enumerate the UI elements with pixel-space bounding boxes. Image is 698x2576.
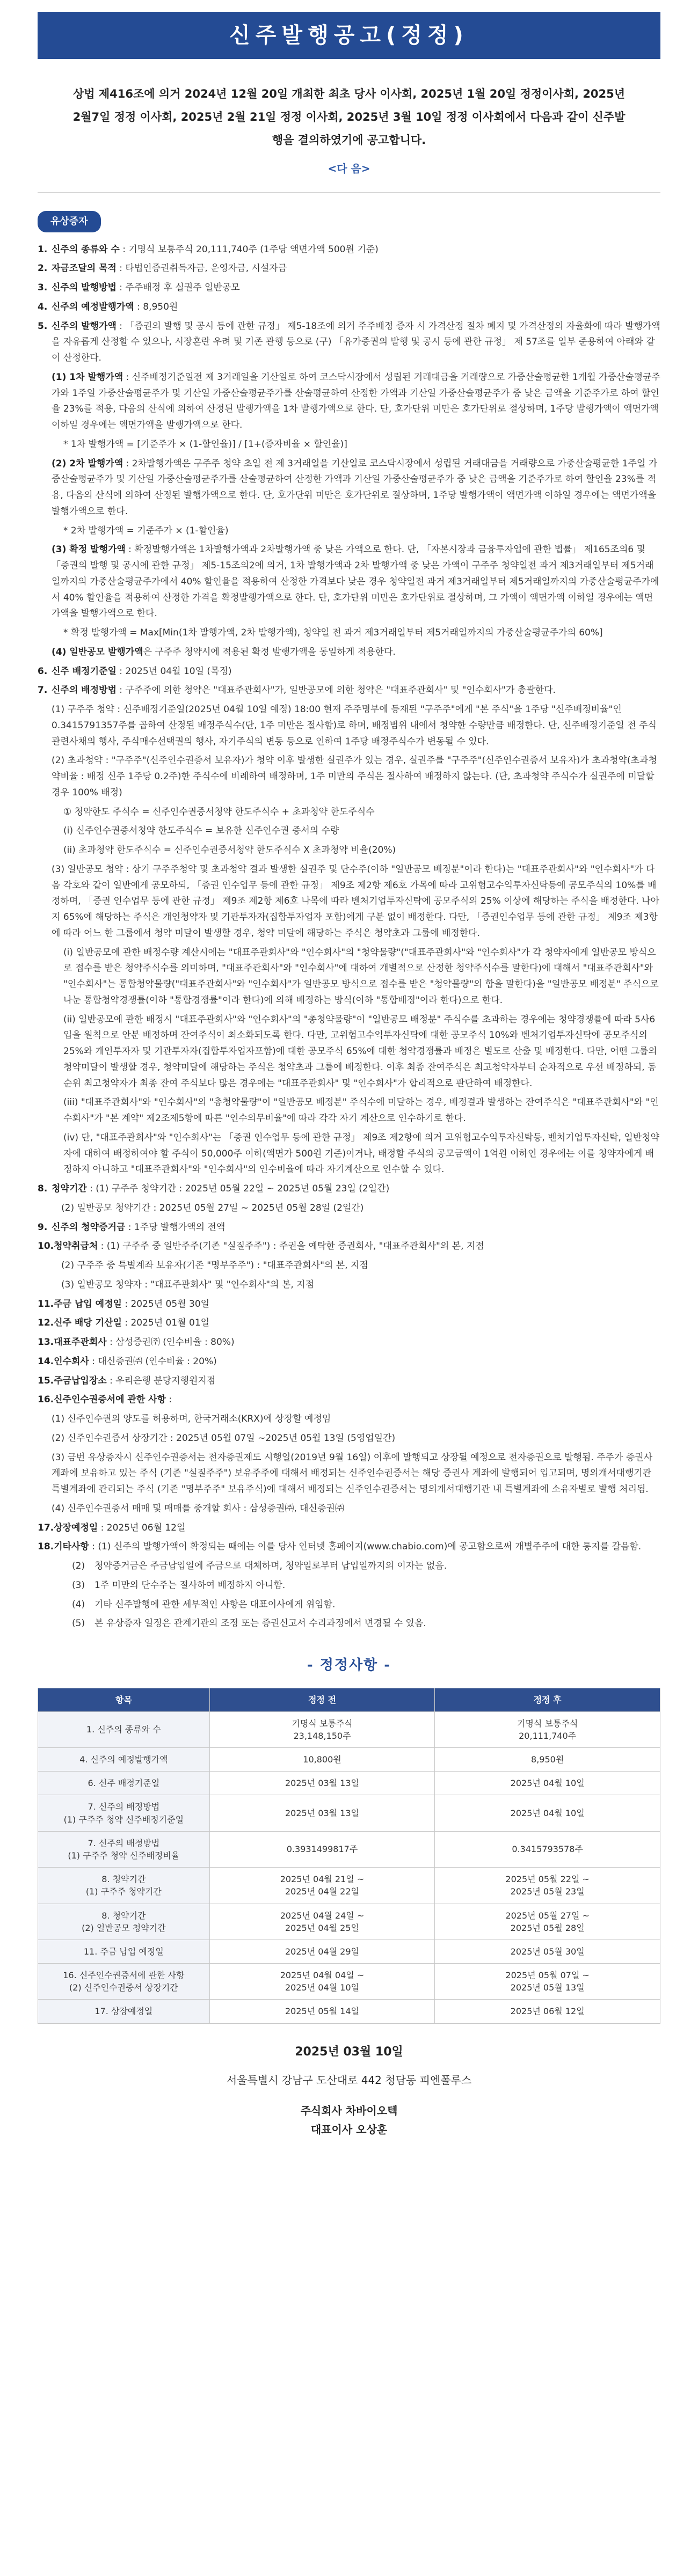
list-item: (2) 일반공모 청약기간 : 2025년 05월 27일 ~ 2025년 05월 28일 (2일간): [61, 1202, 364, 1213]
table-row: [38, 1964, 660, 2000]
table-cell-cat: 1. 신주의 종류와 수: [38, 1711, 210, 1747]
list-item: 1. 신주의 종류와 수 : 기명식 보통주식 20,111,740주 (1주당 액면가액 500원 기준): [38, 244, 379, 255]
table-cell-cat: 17. 상장예정일: [38, 2000, 210, 2023]
section-badge: 유상증자: [38, 211, 101, 232]
table-cell-cat: 16. 신주인수권증서에 관한 사항 (2) 신주인수권증서 상장기간: [38, 1964, 210, 2000]
formula: * 확정 발행가액 = Max[Min(1차 발행가액, 2차 발행가액), 청약일 전 과거 제3거래일부터 제5거래일까지의 가중산술평균주가의 60%]: [63, 627, 603, 639]
note-item: (3) 1주 미만의 단수주는 절사하여 배정하지 아니함.: [72, 1579, 286, 1591]
table-cell-cat: 8. 청약기간 (1) 구주주 청약기간: [38, 1868, 210, 1904]
table-cell-before: 2025년 04월 04일 ~ 2025년 04월 10일: [209, 1964, 435, 2000]
list-item: 2. 자금조달의 목적 : 타법인증권취득자금, 운영자금, 시설자금: [38, 263, 287, 274]
correction-table: [38, 1688, 660, 2024]
table-cell-cat: 6. 신주 배정기준일: [38, 1772, 210, 1795]
table-cell-after: 2025년 05월 07일 ~ 2025년 05월 13일: [435, 1964, 660, 2000]
list-item: 17. 상장예정일 : 2025년 06월 12일: [38, 1522, 186, 1533]
intro-text: 상법 제416조에 의거 2024년 12월 20일 개최한 최초 당사 이사회, 2025년 1월 20일 정정이사회, 2025년 2월7일 정정 이사회, 2025년 2월 21일 정정 이사회, 2025년 3월 10일 정정 이사회에서 다음과 같이 신주발행을 결의하였기에 공고합니다.: [72, 87, 626, 147]
table-cell-before: 10,800원: [209, 1748, 435, 1772]
list-item: (2) 구주주 중 특별계좌 보유자(기존 "명부주주") : "대표주관회사"의 본, 지점: [61, 1260, 368, 1271]
list-item: 16. 신주인수권증서에 관한 사항 :: [38, 1394, 172, 1406]
list-item: 8. 청약기간 : (1) 구주주 청약기간 : 2025년 05월 22일 ~ 2025년 05월 23일 (2일간): [38, 1183, 390, 1195]
table-cell-before: 2025년 03월 13일: [209, 1795, 435, 1831]
table-row: [38, 1772, 660, 1795]
correction-title: - 정정사항 -: [307, 1657, 391, 1674]
table-cell-before: 2025년 03월 13일: [209, 1772, 435, 1795]
list-item: 13. 대표주관회사 : 삼성증권㈜ (인수비율 : 80%): [38, 1337, 235, 1348]
formula: * 1차 발행가액 = [기준주가 × (1-할인율)] / [1+(증자비율 × 할인율)]: [63, 438, 347, 450]
table-row: [38, 1748, 660, 1772]
list-item: 15. 주금납입장소 : 우리은행 분당지행원지점: [38, 1375, 216, 1386]
table-row: [38, 1868, 660, 1904]
table-cell-cat: 11. 주금 납입 예정일: [38, 1940, 210, 1963]
table-cell-after: 2025년 04월 10일: [435, 1795, 660, 1831]
table-row: [38, 1940, 660, 1963]
company-address: 서울특별시 강남구 도산대로 442 청담동 피엔폴루스: [226, 2074, 472, 2087]
column-header: 항목: [38, 1688, 210, 1711]
table-cell-after: 기명식 보통주식 20,111,740주: [435, 1711, 660, 1747]
note-item: (5) 본 유상증자 일정은 관계기관의 조정 또는 증권신고서 수리과정에서 변경될 수 있음.: [72, 1618, 426, 1629]
list-item: 7. 신주의 배정방법 : 구주주에 의한 청약은 "대표주관회사"가, 일반공모에 의한 청약은 "대표주관회사" 및 "인수회사"가 총괄한다.: [38, 685, 556, 696]
formula: * 2차 발행가액 = 기준주가 × (1-할인율): [63, 525, 229, 536]
table-cell-before: 0.3931499817주: [209, 1831, 435, 1867]
list-item: 4. 신주의 예정발행가액 : 8,950원: [38, 301, 178, 312]
table-cell-before: 2025년 04월 21일 ~ 2025년 04월 22일: [209, 1868, 435, 1904]
note-item: (2) 청약증거금은 주금납입일에 주금으로 대체하며, 청약일로부터 납입일까지의 이자는 없음.: [72, 1561, 447, 1572]
column-header: 정정 후: [435, 1688, 660, 1711]
table-row: [38, 2000, 660, 2023]
allotment-details: (1) 구주주 청약 : 신주배정기준일(2025년 04월 10일 예정) 18:00 현재 주주명부에 등재된 "구주주"에게 "본 주식"을 1주당 "신주배정비율"인 0.3415791357주를 곱하여 산정된 배정주식수(단, 1주 미만은 절사함)로 하며, 배정범위 내에서 청약한 수량만큼 배정한다. 단, 신주배정기준일 전 주식관련사채의 행사, 주식매수선택권의 행사, 자기주식의 변동 등으로 인하여 1주당 배정주식수가 변동될 수 있다. (2) 초과청약 : "구주주"(신주인수권증서 보유자)가 청약 이후 발생한 실권주가 있는 경우, 실권주를 "구주주"(신주인수권증서 보유자)가 초과청약(초과청약비율 : 배정 신주 1주당 0.2주)한 주식수에 비례하여 배정하며, 1주 미만의 주식은 절사하여 배정하지 않는다. (단, 초과청약 주식수가 실권주에 미달할 경우 100% 배정) ① 청약한도 주식수 = 신주인수권증서청약 한도주식수 + 초과청약 한도주식수 (i) 신주인수권증서청약 한도주식수 = 보유한 신주인수권 증서의 수량 (ii) 초과청약 한도주식수 = 신주인수권증서청약 한도주식수 X 초과청약 비율(20%) (3) 일반공모 청약 : 상기 구주주청약 및 초과청약 결과 발생한 실권주 및 단수주(이하 "일반공모 배정분"이라 한다)는 "대표주관회사"와 "인수회사"가 다음 각호와 같이 일반에게 공모하되, 「증권 인수업무 등에 관한 규정」 제9조 제2항 제6호 가목에 따라 고위험고수익투자신탁등에 공모주식의 10%를 배정하며, 「증권 인수업무 등에 관한 규정」 제9조 제2항 제6호 나목에 따라 벤처기업투자신탁에 공모주식의 25% 이상에 해당하는 주식을 배정한다. 나아지 65%에 해당하는 주식은 개인청약자 및 기관투자자(집합투자업자 포함)에게 구분 없이 배정한다. 다만, 「증권인수업무 등에 관한 규정」 제9조 제3항에 따라 어느 한 그룹에서 청약 미달이 발생할 경우, 청약 미달에 해당하는 주식은 청약초과 그룹에 배정한다. (i) 일반공모에 관한 배정수량 계산시에는 "대표주관회사"와 "인수회사"의 "청약물량"("대표주관회사"와 "인수회사"가 각 청약자에게 일반공모 방식으로 접수를 받은 청약주식수를 의미하며, "대표주관회사"와 "인수회사"에 대하여 개별적으로 산정한 청약주식수를 말한다)에 대해서 "대표주관회사"와 "인수회사"는 통합청약물량("대표주관회사"와 "인수회사"가 일반공모 방식으로 접수를 받은 "청약물량"의 합을 말한다)을 "일반공모 배정분" 주식으로 나눈 통합청약경쟁률(이하 "통합경쟁률"이라 한다)에 의해 배정하는 방식(이하 "통합배정"이라 한다)으로 한다. (ii) 일반공모에 관한 배정시 "대표주관회사"와 "인수회사"의 "총청약물량"이 "일반공모 배정분" 주식수를 초과하는 경우에는 청약경쟁률에 따라 5사6입을 원칙으로 안분 배정하며 잔여주식이 최소화되도록 한다. 다만, 고위험고수익투자신탁에 대한 공모주식 10%와 벤처기업투자신탁에 공모주식의 25%와 개인투자자 및 기관투자자(집합투자업자포함)에 대한 공모주식 65%에 대한 청약경쟁률과 배정은 별도로 산출 및 배정한다. 다만, 어떤 그룹의 청약미달이 발생할 경우, 청약미달에 해당하는 주식은 청약초과 그룹에 배정한다. 이후 최종 잔여주식은 최고청약자부터 순차적으로 우선 배정하되, 동순위 최고청약자가 최종 잔여 주식보다 많은 경우에는 "대표주관회사" 및 "인수회사"가 합리적으로 판단하여 배정한다. (iii) "대표주관회사"와 "인수회사"의 "총청약물량"이 "일반공모 배정분" 주식수에 미달하는 경우, 배정결과 발생하는 잔여주식은 "대표주관회사"와 "인수회사"가 "본 계약" 제2조제5항에 따른 "인수의무비율"에 따라 각각 자기 계산으로 인수하기로 한다. (iv) 단, "대표주관회사"와 "인수회사"는 「증권 인수업무 등에 관한 규정」 제9조 제2항에 의거 고위험고수익투자신탁등, 벤처기업투자신탁, 일반청약자에 대하여 배정하여야 할 주식이 50,000주 이하(액면가 500원 기준)이거나, 배정할 주식의 공모금액이 1억원 이하인 경우에는 이를 청약자에게 배정하지 아니하고 "대표주관회사"와 "인수회사"의 인수비율에 따라 자기계산으로 인수할 수 있다.: [52, 704, 660, 1175]
table-row: [38, 1904, 660, 1940]
list-item: (3) 일반공모 청약자 : "대표주관회사" 및 "인수회사"의 본, 지점: [61, 1279, 315, 1290]
table-cell-cat: 8. 청약기간 (2) 일반공모 청약기간: [38, 1904, 210, 1940]
table-cell-after: 2025년 05월 22일 ~ 2025년 05월 23일: [435, 1868, 660, 1904]
divider: [38, 192, 660, 193]
page-title: 신주발행공고(정정): [38, 12, 660, 59]
table-row: [38, 1795, 660, 1831]
list-item: 6. 신주 배정기준일 : 2025년 04월 10일 (목정): [38, 665, 232, 677]
warrant-details: (1) 신주인수권의 양도를 허용하며, 한국거래소(KRX)에 상장할 예정임 (2) 신주인수권증서 상장기간 : 2025년 05월 07일 ~2025년 05월 13일 (5영업일간) (3) 금번 유상증자시 신주인수권증서는 전자증권제도 시행일(2019년 9월 16일) 이후에 발행되고 상장될 예정으로 전자증권으로 발행됨. 주주가 증권사 계좌에 보유하고 있는 주식 (기존 "실질주주") 보유주주에 대해서 배정되는 신주인수권증서는 해당 증권사 계좌에 발행되어 입고되며, 명의개서대행기관 특별계좌에 관리되는 주식 (기존 "명부주주" 보유주식)에 대해서 배정되는 신주인수권증서는 명의개서대행기관 내 특별계좌에 소유자별로 발행 처리됨. (4) 신주인수권증서 매매 및 매매를 중개할 회사 : 삼성증권㈜, 대신증권㈜: [52, 1414, 653, 1514]
list-item: 9. 신주의 청약증거금 : 1주당 발행가액의 전액: [38, 1221, 226, 1233]
list-item: 14. 인수회사 : 대신증권㈜ (인수비율 : 20%): [38, 1356, 217, 1367]
table-cell-after: 2025년 06월 12일: [435, 2000, 660, 2023]
list-item: 3. 신주의 발행방법 : 주주배정 후 실권주 일반공모: [38, 282, 240, 294]
table-cell-after: 0.3415793578주: [435, 1831, 660, 1867]
table-cell-before: 기명식 보통주식 23,148,150주: [209, 1711, 435, 1747]
table-cell-before: 2025년 04월 29일: [209, 1940, 435, 1963]
notice-date: 2025년 03월 10일: [295, 2045, 403, 2059]
list-item: 10. 청약취급처 : (1) 구주주 중 일반주주(기존 "실질주주") : 주권을 예탁한 증권회사, "대표주관회사"의 본, 지점: [38, 1241, 484, 1252]
list-item: 5. 신주의 발행가액 : 「증권의 발행 및 공시 등에 관한 규정」 제5-18조에 의거 주주배정 증자 시 가격산정 절차 폐지 및 가격산정의 자율화에 따라 발행가액을 자유롭게 산정할 수 있으나, 시장혼란 우려 및 기존 관행 등으로 (구) 「유가증권의 발행 및 공시 등에 관한 규정」 제 57조를 일부 준용하여 아래와 같이 산정한다.: [38, 320, 660, 364]
table-cell-after: 2025년 04월 10일: [435, 1772, 660, 1795]
table-cell-cat: 7. 신주의 배정방법 (1) 구주주 청약 신주배정기준일: [38, 1795, 210, 1831]
table-row: [38, 1831, 660, 1867]
price-details: (1) 1차 발행가액 : 신주배정기준일전 제 3거래일을 기산일로 하여 코스닥시장에서 성립된 거래대금을 거래량으로 가중산술평균한 1개월 가중산술평균주가와 1주일 가중산술평균주가 및 기산일 가중산술평균주가를 산술평균하여 산정한 가액과 기산일 가중산술평균주가 중 낮은 금액을 기준주가로 하여 할인율 23%를 적용, 다음의 산식에 의하여 산정된 발행가액을 1차 발행가액으로 한다. 단, 호가단위 미만은 호가단위로 절상하며, 1주당 발행가액이 액면가액 이하일 경우에는 액면가액을 발행가액으로 한다. * 1차 발행가액 = [기준주가 × (1-할인율)] / [1+(증자비율 × 할인율)] (2) 2차 발행가액 : 2차발행가액은 구주주 청약 초일 전 제 3거래일을 기산일로 코스닥시장에서 성립된 거래대금을 거래량으로 가중산술평균한 1주일 가중산술평균주가 및 기산일 가중산술평균주가를 산술평균하여 산정한 가액과 기산일 가중산술평균주가 중 낮은 금액을 기준주가로 하여 할인율 23%를 적용, 다음의 산식에 의하여 산정된 발행가액으로 한다. 단, 호가단위 미만은 호가단위로 절상하며, 1주당 발행가액이 액면가액 이하일 경우에는 액면가액을 발행가액으로 한다. * 2차 발행가액 = 기준주가 × (1-할인율) (3) 확정 발행가액 : 확정발행가액은 1차발행가액과 2차발행가액 중 낮은 가액으로 한다. 단, 「자본시장과 금융투자업에 관한 법률」 제165조의6 및 「증권의 발행 및 공시에 관한 규정」 제5-15조의2에 의거, 1차 발행가액과 2차 발행가액 중 낮은 가액이 구주주 청약일전 과거 제3거래일부터 제5거래일까지의 가중산술평균주가에서 40% 할인율을 적용하여 산정한 가격보다 낮은 경우 청약일전 과거 제3거래일부터 제5거래일까지의 가중산술평균주가에서 40% 할인율을 적용하여 산정한 가격을 확정발행가액으로 한다. 단, 호가단위 미만은 호가단위로 절상하며, 그 가액이 액면가액 이하일 경우에는 액면가액을 발행가액으로 한다. * 확정 발행가액 = Max[Min(1차 발행가액, 2차 발행가액), 청약일 전 과거 제3거래일부터 제5거래일까지의 가중산술평균주가의 60%] (4) 일반공모 발행가액은 구주주 청약시에 적용된 확정 발행가액을 동일하게 적용한다.: [52, 371, 660, 657]
table-cell-after: 8,950원: [435, 1748, 660, 1772]
list-item: 18. 기타사항 : (1) 신주의 발행가액이 확정되는 때에는 이를 당사 인터넷 홈페이지(www.chabio.com)에 공고함으로써 개별주주에 대한 통지를 갈음함.: [38, 1541, 642, 1553]
table-cell-cat: 4. 신주의 예정발행가액: [38, 1748, 210, 1772]
table-cell-cat: 7. 신주의 배정방법 (1) 구주주 청약 신주배정비율: [38, 1831, 210, 1867]
list-item: 12. 신주 배당 기산일 : 2025년 01월 01일: [38, 1318, 210, 1329]
note-item: (4) 기타 신주발행에 관한 세부적인 사항은 대표이사에게 위임함.: [72, 1599, 336, 1610]
ceo-name: 대표이사 오상훈: [310, 2123, 388, 2136]
table-cell-after: 2025년 05월 30일: [435, 1940, 660, 1963]
intro-sub: <다 음>: [328, 162, 370, 175]
table-row: [38, 1711, 660, 1747]
item-list: [38, 242, 660, 1633]
table-cell-before: 2025년 04월 24일 ~ 2025년 04월 25일: [209, 1904, 435, 1940]
footer: [38, 2042, 660, 2140]
company-name: 주식회사 차바이오텍: [300, 2104, 398, 2118]
list-item: 11. 주금 납입 예정일 : 2025년 05월 30일: [38, 1298, 210, 1309]
column-header: 정정 전: [209, 1688, 435, 1711]
table-cell-after: 2025년 05월 27일 ~ 2025년 05월 28일: [435, 1904, 660, 1940]
table-cell-before: 2025년 05월 14일: [209, 2000, 435, 2023]
other-notes: [72, 1558, 660, 1632]
